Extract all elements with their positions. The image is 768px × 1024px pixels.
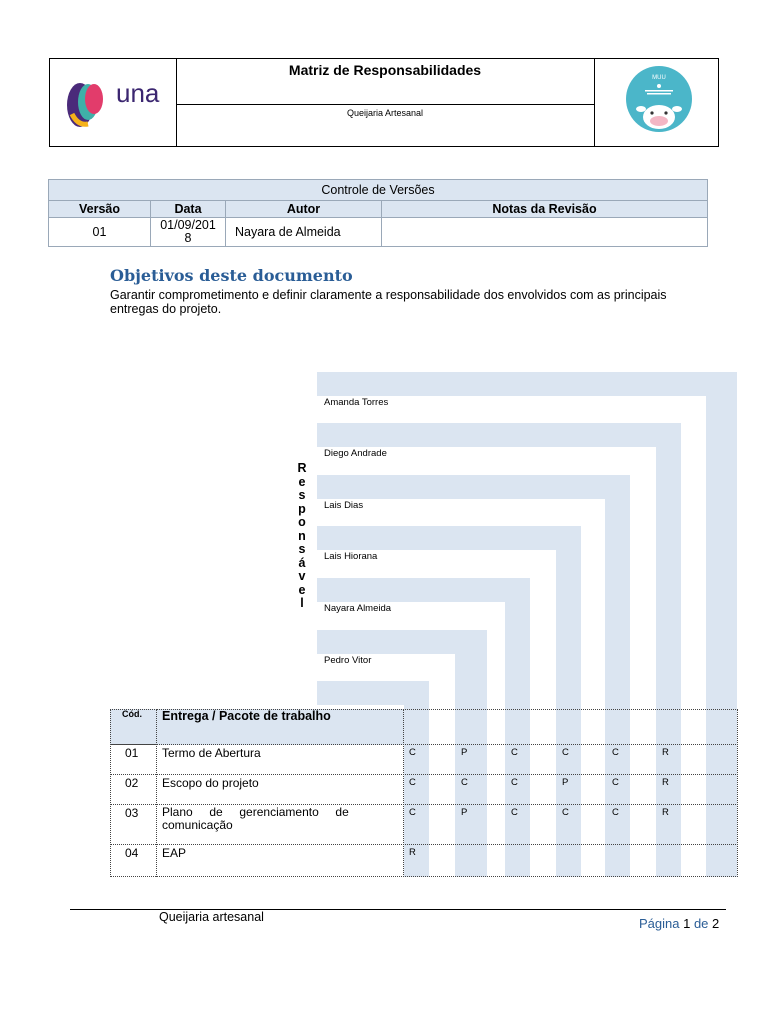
cell-data: 01/09/201 8 [151,218,226,247]
row-cod: 03 [125,806,139,820]
raci-mark: C [409,777,416,788]
col-cod: Cód. [122,709,142,719]
raci-mark: R [662,777,669,788]
col-versao: Versão [49,201,151,218]
footer-project-name: Queijaria artesanal [159,910,264,924]
raci-mark: C [409,747,416,758]
una-logo-icon [50,59,176,146]
row-cod: 02 [125,776,139,790]
row-entrega: EAP [162,846,187,860]
person-name: Lais Hiorana [324,551,378,562]
cell-autor: Nayara de Almeida [226,218,382,247]
document-header [49,58,719,147]
cell-notas [382,218,708,247]
col-notas: Notas da Revisão [382,201,708,218]
raci-mark: P [461,747,468,758]
person-name: Diego Andrade [324,448,387,459]
cell-versao: 01 [49,218,151,247]
raci-mark: R [662,747,669,758]
document-title: Matriz de Responsabilidades [176,59,594,105]
person-name: Pedro Vitor [324,655,372,666]
row-entrega: Escopo do projeto [162,776,259,790]
col-entrega: Entrega / Pacote de trabalho [162,709,331,723]
raci-mark: C [511,777,518,788]
version-row [49,218,708,247]
cow-badge-icon [595,59,719,146]
svg-text:una: una [116,78,160,108]
document-subtitle: Queijaria Artesanal [346,108,424,118]
axis-label-responsavel: R e s p o n s á v e l [297,461,307,610]
svg-text:MUU: MUU [652,75,666,81]
objectives-body: Garantir comprometimento e definir claramente a responsabilidade dos envolvidos com as principais entregas do projeto. [110,288,667,316]
person-name: Lais Dias [324,500,364,511]
version-table [48,179,708,247]
row-entrega: Termo de Abertura [162,746,261,760]
raci-mark: P [461,807,468,818]
objectives-title: Objetivos deste documento [110,266,353,285]
row-entrega: Plano de gerenciamento de comunicação [162,805,349,832]
row-cod: 01 [125,746,139,760]
raci-mark: C [511,747,518,758]
title-cell [176,59,595,146]
raci-mark: C [461,777,468,788]
raci-mark: C [612,777,619,788]
raci-mark: C [562,747,569,758]
raci-mark: R [409,847,416,858]
raci-mark: C [511,807,518,818]
badge-cell [595,59,719,146]
raci-mark: C [612,747,619,758]
raci-mark: R [662,807,669,818]
person-name: Amanda Torres [324,397,389,408]
version-table-caption: Controle de Versões [49,180,708,201]
person-name: Nayara Almeida [324,603,392,614]
col-data: Data [151,201,226,218]
raci-mark: C [409,807,416,818]
page-number: Página 1 de 2 [639,916,720,931]
row-cod: 04 [125,846,139,860]
raci-mark: C [612,807,619,818]
raci-mark: P [562,777,569,788]
raci-mark: C [562,807,569,818]
logo-cell [50,59,177,146]
col-autor: Autor [226,201,382,218]
